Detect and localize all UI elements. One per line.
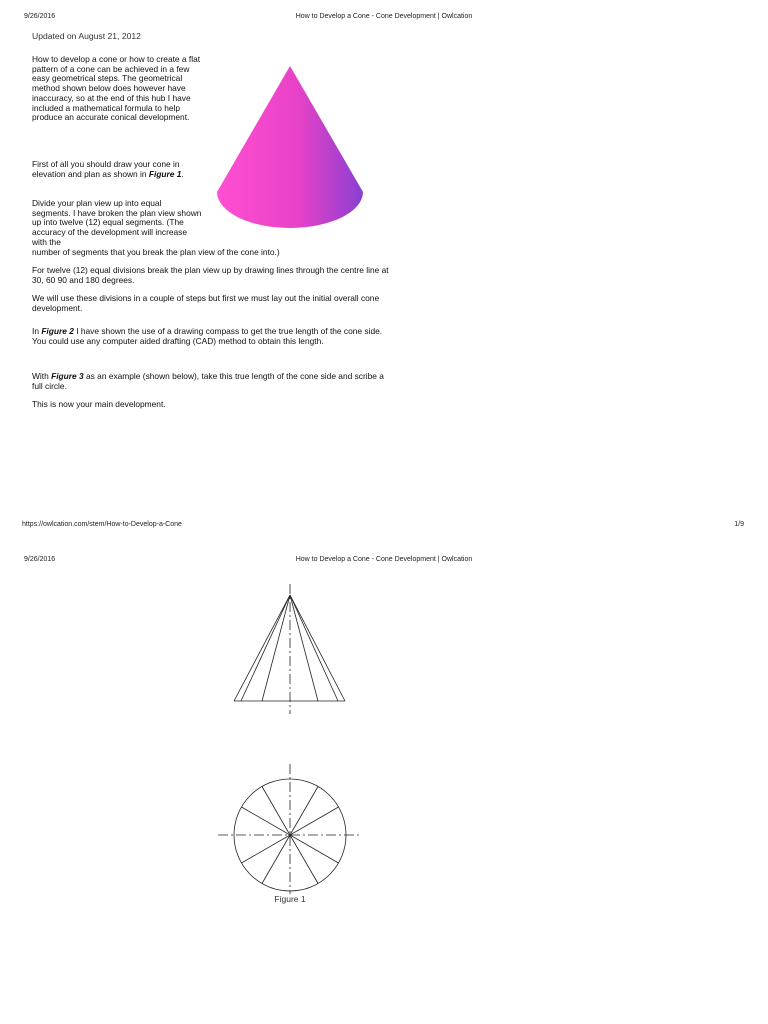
paragraph-8 [32,400,392,410]
header-date: 9/26/2016 [24,556,56,563]
elevation-element-line [262,595,290,701]
paragraph-6-in: In [32,326,42,336]
paragraph-6-text: I have shown the use of a drawing compass to get the true length of the cone side. You could use any computer aided drafting (CAD) method to obtain this length. [32,326,383,346]
paragraph-3-narrow: Divide your plan view up into equal segments. I have broken the plan view shown up into twelve (12) equal segments. (The accuracy of the development will increase with the [32,198,202,247]
paragraph-3-wide: number of segments that you break the plan view of the cone into.) [32,247,280,257]
paragraph-2 [32,160,202,179]
paragraph-5 [32,294,392,313]
figure-3-ref: Figure 3 [51,371,84,381]
paragraph-1: How to develop a cone or how to create a flat pattern of a cone can be achieved in a few easy geometrical steps. The geometrical method shown below does however have inaccuracy, so at the end of this hub I have included a mathematical formula to help produce an accurate conical development. [32,54,201,123]
cone-elevation [234,584,345,714]
figure-1-caption: Figure 1 [274,894,306,904]
footer-url[interactable]: https://owlcation.com/stem/How-to-Develop-a-Cone [22,521,182,528]
paragraph-4 [32,266,392,285]
cone-plan [218,764,362,894]
paragraph-4-text: For twelve (12) equal divisions break the plan view up by drawing lines through the centre line at 30, 60 90 and 180 degrees. [32,265,389,285]
paragraph-7-text: as an example (shown below), take this true length of the cone side and scribe a full circle. [32,371,384,391]
paragraph-3 [32,199,202,248]
intro-paragraph [32,55,202,123]
footer-page-number: 1/9 [734,521,744,528]
pdf-page-2 [0,548,768,1024]
paragraph-8-text: This is now your main development. [32,399,166,409]
header-title: How to Develop a Cone - Cone Development | Owlcation [295,556,473,563]
paragraph-3-continued [32,248,392,258]
paragraph-7-with: With [32,371,52,381]
header-title: How to Develop a Cone - Cone Development | Owlcation [295,13,473,20]
paragraph-2-text: First of all you should draw your cone in elevation and plan as shown in [32,159,180,179]
elevation-element-line [241,595,290,701]
paragraph-2-end: . [181,168,184,179]
updated-date: Updated on August 21, 2012 [32,31,141,41]
cone-shape [217,66,363,228]
paragraph-6 [32,327,392,346]
paragraph-5-text: We will use these divisions in a couple of steps but first we must lay out the initial overall cone development. [32,293,380,313]
elevation-edge-left [234,595,290,701]
figure-1-drawing [200,574,380,894]
header-date: 9/26/2016 [24,13,56,20]
figure-1-ref: Figure 1 [148,168,182,179]
paragraph-7 [32,372,392,391]
figure-2-ref: Figure 2 [41,326,74,336]
cone-illustration [215,64,367,232]
elevation-edge-right [290,595,345,701]
